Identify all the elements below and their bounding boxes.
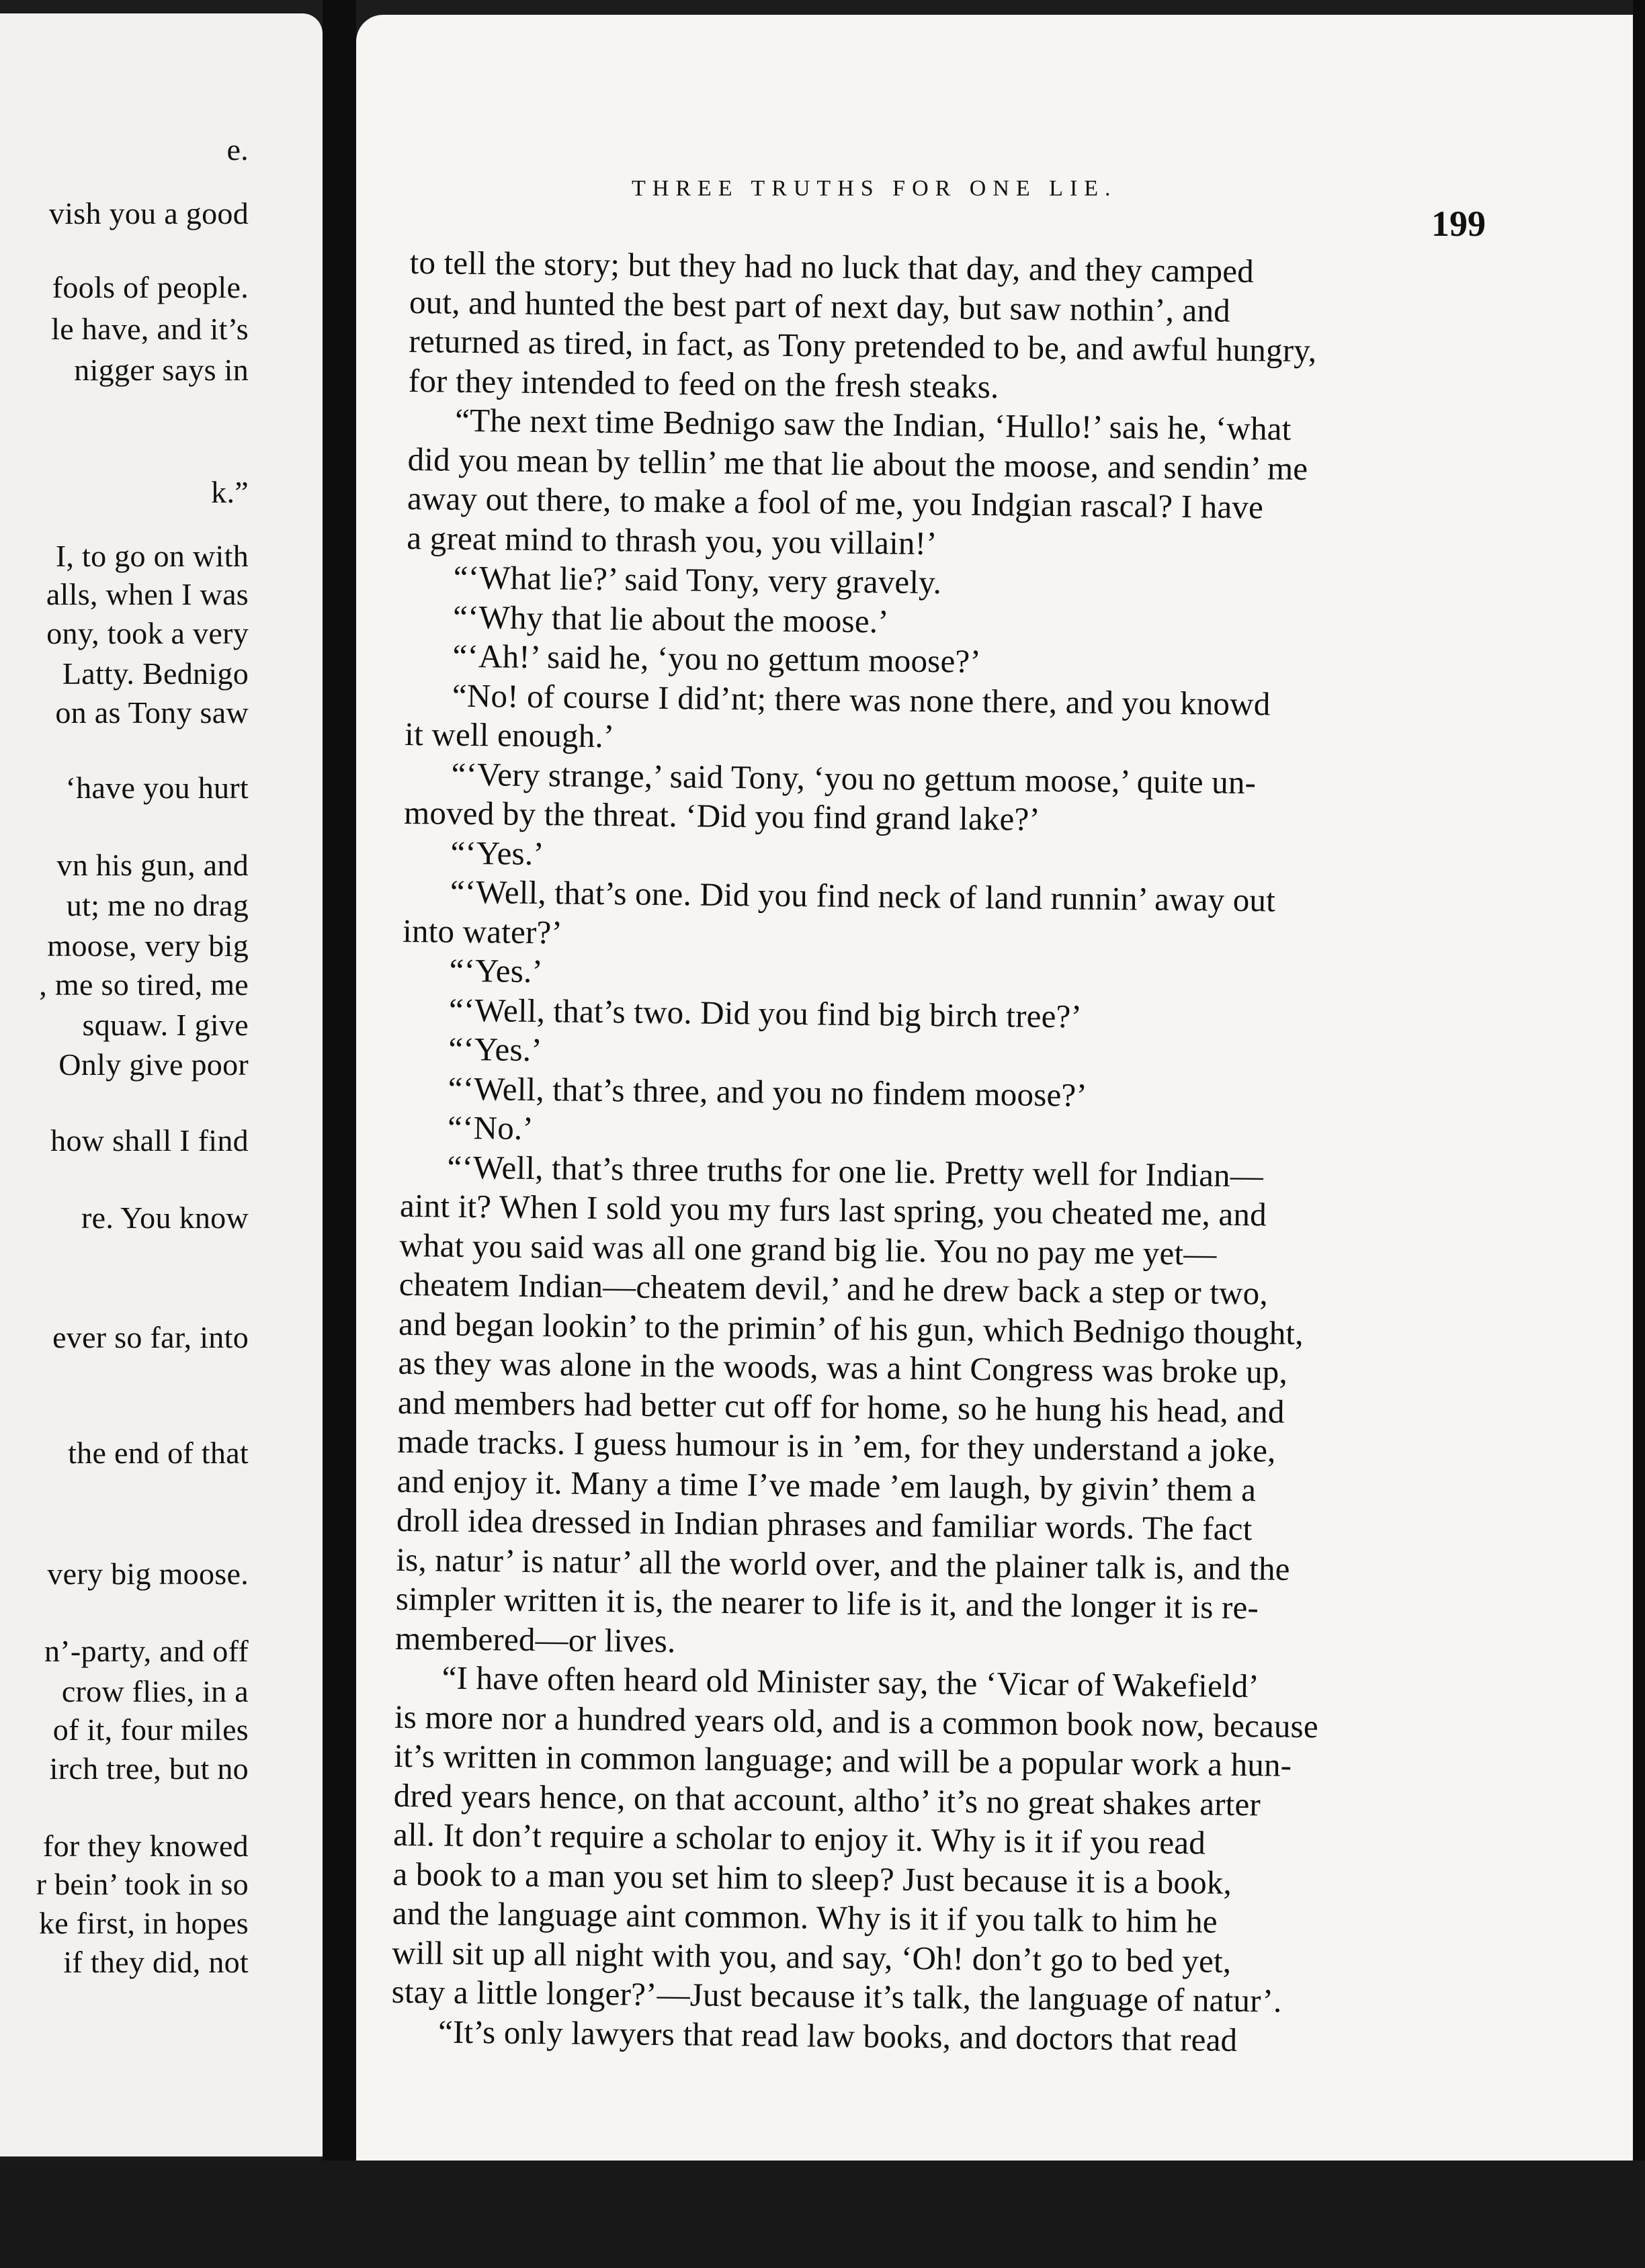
left-page-line: , me so tired, me — [39, 967, 249, 1002]
left-page — [0, 13, 323, 2156]
text-line: cheatem Indian—cheatem devil,’ and he drew back a step or two, — [398, 1265, 1269, 1312]
text-line: did you mean by tellin’ me that lie about the moose, and sendin’ me — [407, 440, 1308, 487]
text-line: to tell the story; but they had no luck that day, and they camped — [409, 243, 1255, 290]
text-line: “‘Yes.’ — [449, 951, 544, 990]
left-page-line: k.” — [211, 475, 249, 509]
text-line: into water?’ — [402, 912, 563, 951]
text-line: droll idea dressed in Indian phrases and familiar words. The fact — [396, 1501, 1253, 1548]
left-page-line: the end of that — [68, 1436, 249, 1470]
paragraph — [391, 1658, 1470, 2023]
text-line: what you said was all one grand big lie. You no pay me yet— — [399, 1226, 1217, 1272]
left-page-line: Only give poor — [58, 1047, 249, 1082]
text-line: moved by the threat. ‘Did you find grand lake?’ — [403, 793, 1041, 838]
left-page-line: ony, took a very — [46, 616, 249, 650]
left-page-line: vn his gun, and — [56, 848, 249, 882]
page-number: 199 — [1431, 204, 1486, 244]
left-page-line: how shall I find — [50, 1123, 249, 1158]
left-page-line: fools of people. — [52, 270, 249, 304]
text-line: a great mind to thrash you, you villain!’ — [407, 519, 937, 562]
page-body — [391, 243, 1485, 2062]
text-line: “The next time Bednigo saw the Indian, ‘Hullo!’ sais he, ‘what — [454, 401, 1292, 447]
text-line: will sit up all night with you, and say, ‘Oh! don’t go to bed yet, — [392, 1933, 1232, 1980]
text-line: it well enough.’ — [405, 715, 615, 755]
text-line: away out there, to make a fool of me, you Indgian rascal? I have — [407, 479, 1264, 526]
text-line: “‘Yes.’ — [448, 1030, 543, 1069]
text-line: out, and hunted the best part of next day, but saw nothin’, and — [409, 283, 1231, 329]
text-line: dred years hence, on that account, altho’ it’s no great shakes arter — [393, 1776, 1261, 1823]
left-page-line: I, to go on with — [55, 539, 249, 573]
text-line: “‘Well, that’s one. Did you find neck of land runnin’ away out — [450, 873, 1276, 919]
left-page-line: on as Tony saw — [55, 695, 249, 730]
left-page-line: for they knowed — [43, 1829, 249, 1863]
text-line: as they was alone in the woods, was a hint Congress was broke up, — [398, 1344, 1288, 1391]
paragraph — [404, 754, 1480, 844]
text-line: made tracks. I guess humour is in ’em, for they understand a joke, — [397, 1422, 1276, 1469]
left-page-line: very big moose. — [47, 1557, 249, 1591]
text-line: for they intended to feed on the fresh steaks. — [408, 361, 999, 405]
right-page — [356, 15, 1633, 2165]
left-page-line: Latty. Bednigo — [62, 656, 249, 691]
text-line: is more nor a hundred years old, and is a common book now, because — [394, 1698, 1319, 1745]
left-page-line: crow flies, in a — [61, 1674, 249, 1708]
text-line: “‘Well, that’s three truths for one lie. Pretty well for Indian— — [447, 1148, 1264, 1194]
left-page-line: of it, four miles — [52, 1712, 249, 1747]
text-line: “‘Ah!’ said he, ‘you no gettum moose?’ — [452, 637, 982, 680]
left-page-line: if they did, not — [63, 1945, 249, 1979]
left-page-line: moose, very big — [47, 928, 249, 963]
paragraph — [395, 1147, 1476, 1669]
text-line: aint it? When I sold you my furs last spring, you cheated me, and — [399, 1186, 1267, 1233]
text-line: and members had better cut off for home, so he hung his head, and — [397, 1383, 1285, 1430]
text-line: “‘What lie?’ said Tony, very gravely. — [453, 558, 942, 601]
text-line: it’s written in common language; and will be a popular work a hun- — [394, 1737, 1292, 1784]
left-page-line: vish you a good — [48, 196, 249, 230]
running-header: THREE TRUTHS FOR ONE LIE. — [632, 176, 1117, 201]
left-page-line: nigger says in — [74, 353, 249, 387]
left-page-line: e. — [226, 132, 249, 167]
left-page-line: n’-party, and off — [44, 1634, 249, 1668]
text-line: “No! of course I did’nt; there was none there, and you knowd — [452, 677, 1271, 722]
paragraph — [409, 243, 1485, 412]
paragraph — [407, 400, 1483, 569]
text-line: stay a little longer?’—Just because it’s talk, the language of natur’. — [391, 1972, 1282, 2019]
left-page-line: ke first, in hopes — [38, 1906, 249, 1940]
paragraph — [405, 675, 1480, 765]
text-line: a book to a man you set him to sleep? Just because it is a book, — [392, 1855, 1232, 1901]
text-line: all. It don’t require a scholar to enjoy it. Why is it if you read — [392, 1815, 1206, 1862]
left-page-line: squaw. I give — [82, 1008, 249, 1042]
book-gutter — [323, 0, 356, 2268]
left-page-line: ‘have you hurt — [65, 771, 249, 805]
scan-edge — [1633, 0, 1645, 2268]
text-line: “‘No.’ — [447, 1108, 534, 1147]
text-line: and the language aint common. Why is it if you talk to him he — [392, 1894, 1218, 1940]
scan-bottom-edge — [0, 2161, 1645, 2268]
left-page-line: ut; me no drag — [66, 888, 249, 922]
paragraph — [403, 872, 1478, 962]
text-line: “‘Very strange,’ said Tony, ‘you no gettum moose,’ quite un- — [451, 755, 1257, 801]
text-line: “It’s only lawyers that read law books, and doctors that read — [437, 2013, 1238, 2058]
left-page-line: le have, and it’s — [51, 312, 249, 346]
text-line: “I have often heard old Minister say, the ‘Vicar of Wakefield’ — [441, 1659, 1260, 1705]
text-line: “‘Yes.’ — [450, 834, 545, 872]
text-line: and enjoy it. Many a time I’ve made ’em laugh, by givin’ them a — [396, 1462, 1257, 1508]
text-line: “‘Well, that’s two. Did you find big birch tree?’ — [448, 991, 1083, 1035]
text-line: returned as tired, in fact, as Tony pretended to be, and awful hungry, — [409, 322, 1317, 369]
left-page-line: alls, when I was — [46, 577, 249, 611]
left-page-line: r bein’ took in so — [36, 1867, 249, 1901]
text-line: “‘Well, that’s three, and you no findem moose?’ — [448, 1070, 1088, 1114]
text-line: and began lookin’ to the primin’ of his gun, which Bednigo thought, — [398, 1305, 1304, 1352]
text-line: “‘Why that lie about the moose.’ — [452, 598, 890, 640]
left-page-line: re. You know — [81, 1201, 249, 1235]
text-line: membered—or lives. — [394, 1619, 676, 1659]
text-line: is, natur’ is natur’ all the world over, and the plainer talk is, and the — [396, 1540, 1290, 1587]
left-page-line: irch tree, but no — [49, 1751, 249, 1786]
left-page-line: ever so far, into — [52, 1320, 249, 1354]
text-line: simpler written it is, the nearer to life is it, and the longer it is re- — [395, 1579, 1259, 1626]
